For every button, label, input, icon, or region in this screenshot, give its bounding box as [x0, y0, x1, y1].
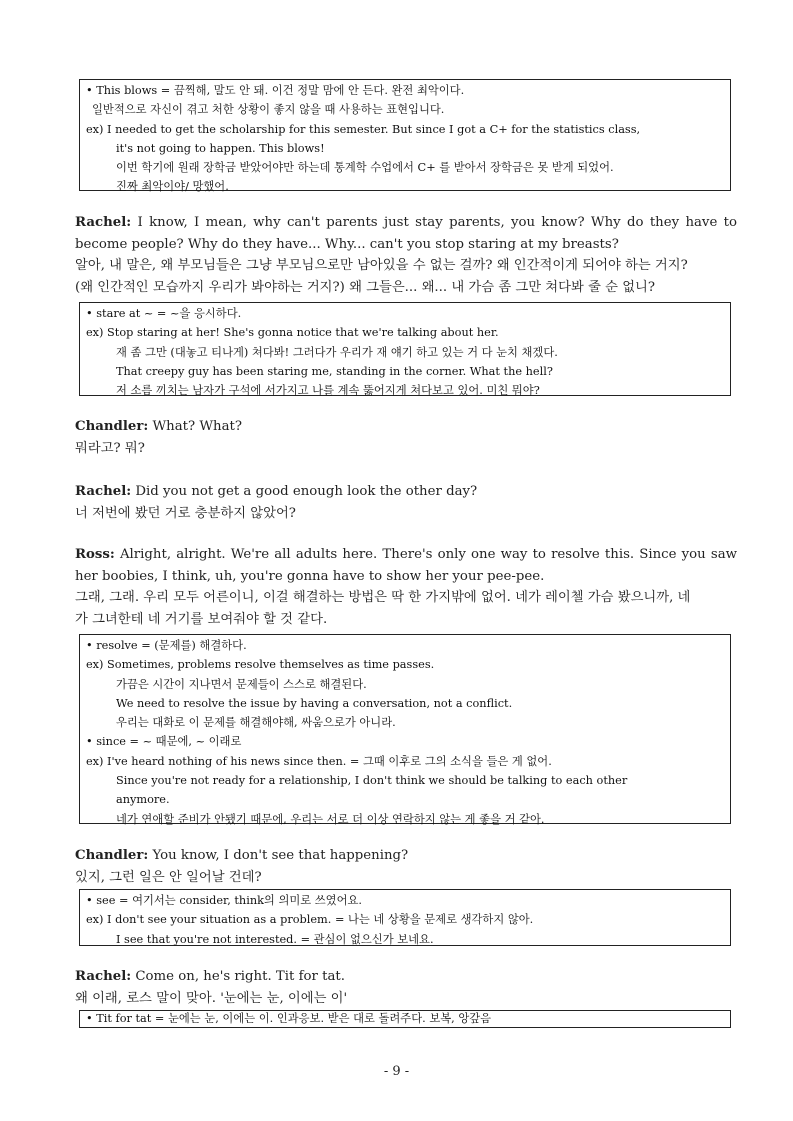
note-line: ex) I needed to get the scholarship for this semester. But since I got a C+ for the statistics class,: [86, 122, 641, 136]
note-line: • resolve = (문제를) 해결하다.: [86, 639, 247, 652]
note-line: 가끔은 시간이 지나면서 문제들이 스스로 해결된다.: [116, 677, 367, 691]
english-line: her boobies, I think, uh, you're gonna have to show her your pee-pee.: [75, 568, 545, 584]
dialogue-chandler-1: [75, 416, 737, 459]
korean-line: 뭐라고? 뭐?: [75, 440, 145, 456]
note-line: • Tit for tat = 눈에는 눈, 이에는 이. 인과응보. 받은 대로 돌려주다. 보복, 앙갚음: [86, 1012, 492, 1025]
note-line: • since = ~ 때문에, ~ 이래로: [86, 735, 242, 749]
korean-line: 가 그녀한테 네 거기를 보여줘야 할 것 같다.: [75, 611, 328, 627]
dialogue-ross-1: [75, 544, 737, 630]
korean-line: 왜 이래, 로스 말이 맞아. '눈에는 눈, 이에는 이': [75, 990, 348, 1006]
speaker-name: Rachel:: [75, 969, 132, 984]
note-line: it's not going to happen. This blows!: [116, 141, 325, 155]
note-line: 저 소름 끼치는 남자가 구석에 서가지고 나를 계속 뚫어지게 쳐다보고 있어. 미친 뭐야?: [116, 384, 540, 398]
speaker-name: Chandler:: [75, 419, 149, 434]
note-line: ex) I don't see your situation as a problem. = 나는 네 상황을 문제로 생각하지 않아.: [86, 913, 534, 927]
note-line: 재 좀 그만 (대놓고 티나게) 쳐다봐! 그러다가 우리가 재 얘기 하고 있는 거 다 눈치 채겠다.: [116, 345, 558, 359]
page-number: - 9 -: [383, 1064, 410, 1079]
note-line: 일반적으로 자신이 겪고 처한 상황이 좋지 않을 때 사용하는 표현입니다.: [92, 103, 445, 117]
note-line: anymore.: [116, 793, 170, 807]
speaker-name: Chandler:: [75, 848, 149, 863]
note-line: • This blows = 끔찍해, 말도 안 돼. 이건 정말 맘에 안 든다. 완전 최악이다.: [86, 84, 465, 97]
english-line: Did you not get a good enough look the other day?: [131, 484, 478, 499]
note-box-this-blows: [79, 79, 731, 194]
dialogue-rachel-1: [75, 212, 737, 298]
note-line: That creepy guy has been staring me, standing in the corner. What the hell?: [116, 364, 553, 378]
dialogue-rachel-3: [75, 966, 737, 1009]
note-line: Since you're not ready for a relationship, I don't think we should be talking to each other: [116, 774, 628, 788]
note-line: 진짜 최악이야/ 망했어.: [116, 180, 229, 194]
note-box-resolve-since: [79, 634, 731, 824]
english-line: become people? Why do they have... Why... can't you stop staring at my breasts?: [75, 236, 619, 252]
note-line: ex) I've heard nothing of his news since then. = 그때 이후로 그의 소식을 들은 게 없어.: [86, 754, 552, 768]
note-line: I see that you're not interested. = 관심이 없으신가 보네요.: [116, 932, 434, 946]
note-line: 우리는 대화로 이 문제를 해결해야해, 싸움으로가 아니라.: [116, 716, 396, 730]
note-line: We need to resolve the issue by having a conversation, not a conflict.: [116, 696, 513, 710]
korean-line: 그래, 그래. 우리 모두 어른이니, 이걸 해결하는 방법은 딱 한 가지밖에 없어. 네가 레이첼 가슴 봤으니까, 네: [75, 590, 691, 605]
korean-line: (왜 인간적인 모습까지 우리가 봐야하는 거지?) 왜 그들은... 왜... 내 가슴 좀 그만 쳐다봐 줄 순 없니?: [75, 279, 656, 295]
note-line: ex) Stop staring at her! She's gonna notice that we're talking about her.: [86, 326, 499, 340]
note-box-tit-for-tat: [79, 1010, 731, 1028]
speaker-name: Rachel:: [75, 215, 132, 230]
english-line: Alright, alright. We're all adults here. There's only one way to resolve this. Since you saw: [114, 547, 737, 562]
korean-line: 알아, 내 말은, 왜 부모님들은 그냥 부모님으로만 남아있을 수 없는 걸까? 왜 인간적이게 되어야 하는 거지?: [75, 258, 688, 273]
note-line: 이번 학기에 원래 장학금 받았어야만 하는데 통계학 수업에서 C+ 를 받아서 장학금은 못 받게 되었어.: [116, 161, 614, 175]
korean-line: 너 저번에 봤던 거로 충분하지 않았어?: [75, 505, 296, 521]
english-line: What? What?: [148, 419, 242, 434]
english-line: Come on, he's right. Tit for tat.: [131, 969, 345, 984]
note-line: • stare at ~ = ~을 응시하다.: [86, 307, 242, 320]
dialogue-rachel-2: [75, 481, 737, 524]
speaker-name: Ross:: [75, 547, 115, 562]
korean-line: 있지, 그런 일은 안 일어날 건데?: [75, 869, 262, 885]
dialogue-chandler-2: [75, 845, 737, 888]
english-line: You know, I don't see that happening?: [148, 848, 409, 863]
note-box-stare-at: [79, 302, 731, 396]
note-line: 네가 연애할 준비가 안됐기 때문에, 우리는 서로 더 이상 연락하지 않는 게 좋을 거 같아.: [116, 812, 545, 826]
note-line: ex) Sometimes, problems resolve themselves as time passes.: [86, 658, 435, 672]
speaker-name: Rachel:: [75, 484, 132, 499]
english-line: I know, I mean, why can't parents just stay parents, you know? Why do they have to: [131, 215, 737, 230]
note-line: • see = 여기서는 consider, think의 의미로 쓰였어요.: [86, 894, 363, 907]
note-box-see: [79, 889, 731, 946]
